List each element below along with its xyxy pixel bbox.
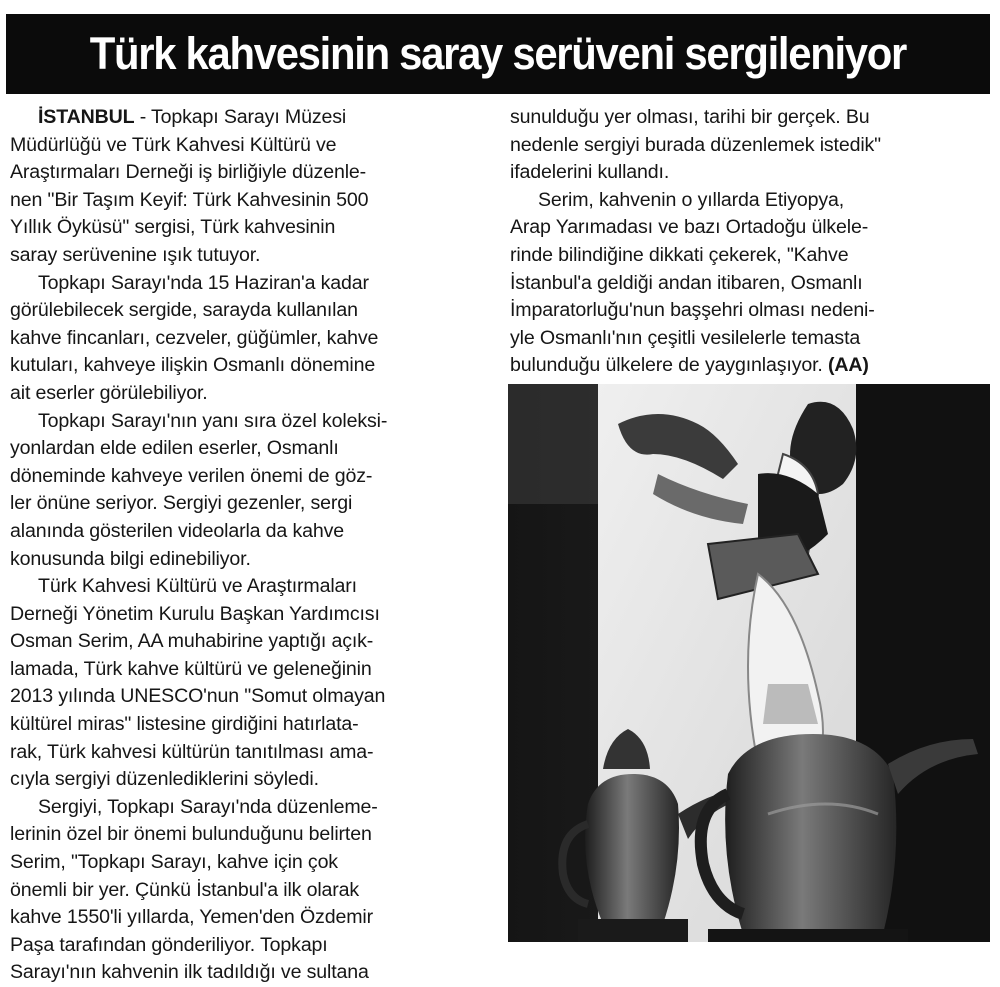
headline-bar [6,14,990,94]
text-line: Arap Yarımadası ve bazı Ortadoğu ülkele- [510,216,869,239]
text-line: rak, Türk kahvesi kültürün tanıtılması ama- [10,740,374,763]
text-line: lamada, Türk kahve kültürü ve geleneğinin [10,657,372,680]
text-line: ait eserler görülebiliyor. [10,381,208,404]
text-line: Sergiyi, Topkapı Sarayı'nda düzenleme- [38,795,378,818]
text-line: sunulduğu yer olması, tarihi bir gerçek. Bu [510,106,870,128]
text-line: Derneği Yönetim Kurulu Başkan Yardımcısı [10,602,380,625]
text-line: Yıllık Öyküsü" sergisi, Türk kahvesinin [10,216,336,239]
text-line: Araştırmaları Derneği iş birliğiyle düzenle- [10,161,367,184]
text-line: kültürel miras" listesine girdiğini hatırlata- [10,713,359,736]
text-line: alanında gösterilen videolarla da kahve [10,519,345,542]
text-line: döneminde kahveye verilen önemi de göz- [10,464,373,487]
text-line: yonlardan elde edilen eserler, Osmanlı [10,437,339,460]
article-left-column [10,104,496,987]
text-line: Topkapı Sarayı'nın yanı sıra özel koleksi- [38,409,388,432]
text-line: 2013 yılında UNESCO'nun "Somut olmayan [10,685,386,708]
dateline: İSTANBUL [38,106,135,128]
text-line: görülebilecek sergide, sarayda kullanılan [10,299,358,322]
source-credit: (AA) [827,354,869,377]
text-line: cıyla sergiyi düzenlediklerini söyledi. [10,768,319,791]
coffee-exhibit-photo-icon [508,384,990,942]
text-line: Serim, kahvenin o yıllarda Etiyopya, [538,188,845,211]
text-line: Türk Kahvesi Kültürü ve Araştırmaları [38,575,357,598]
last-line [510,352,990,380]
article-right-column [510,104,990,380]
text-line: kahve 1550'li yıllarda, Yemen'den Özdemir [10,906,373,929]
text-line: İmparatorluğu'nun başşehri olması nedeni- [510,299,875,322]
article-photo [508,384,990,942]
text-line: nen "Bir Taşım Keyif: Türk Kahvesinin 500 [10,188,369,211]
text-line: Paşa tarafından gönderiliyor. Topkapı [10,933,328,956]
text-line: Müdürlüğü ve Türk Kahvesi Kültürü ve [10,133,337,156]
text-line: İstanbul'a geldiği andan itibaren, Osmanlı [510,271,863,294]
last-line-text: bulunduğu ülkelere de yaygınlaşıyor. [510,354,828,377]
text-line: kutuları, kahveye ilişkin Osmanlı dönemine [10,354,376,377]
text-line: saray serüvenine ışık tutuyor. [10,243,261,266]
text-line: kahve fincanları, cezveler, güğümler, kahve [10,326,379,349]
text-line: Serim, "Topkapı Sarayı, kahve için çok [10,851,338,874]
text-line: önemli bir yer. Çünkü İstanbul'a ilk olarak [10,878,360,901]
text-line: rinde bilindiğine dikkati çekerek, "Kahve [510,243,849,266]
text-line: Sarayı'nın kahvenin ilk tadıldığı ve sultana [10,961,369,984]
text-line: konusunda bilgi edinebiliyor. [10,547,251,570]
headline: Türk kahvesinin saray serüveni sergileniyor [89,28,907,79]
text-line: lerinin özel bir önemi bulunduğunu belirten [10,823,372,846]
text-line: nedenle sergiyi burada düzenlemek istedik" [510,133,881,156]
lead-line [10,104,496,132]
text-line: yle Osmanlı'nın çeşitli vesilelerle temasta [510,326,861,349]
text-line: Osman Serim, AA muhabirine yaptığı açık- [10,630,374,653]
lead-text: - Topkapı Sarayı Müzesi [134,106,347,128]
text-line: ler önüne seriyor. Sergiyi gezenler, sergi [10,492,353,515]
text-line: ifadelerini kullandı. [510,161,670,184]
text-line: Topkapı Sarayı'nda 15 Haziran'a kadar [38,271,369,294]
